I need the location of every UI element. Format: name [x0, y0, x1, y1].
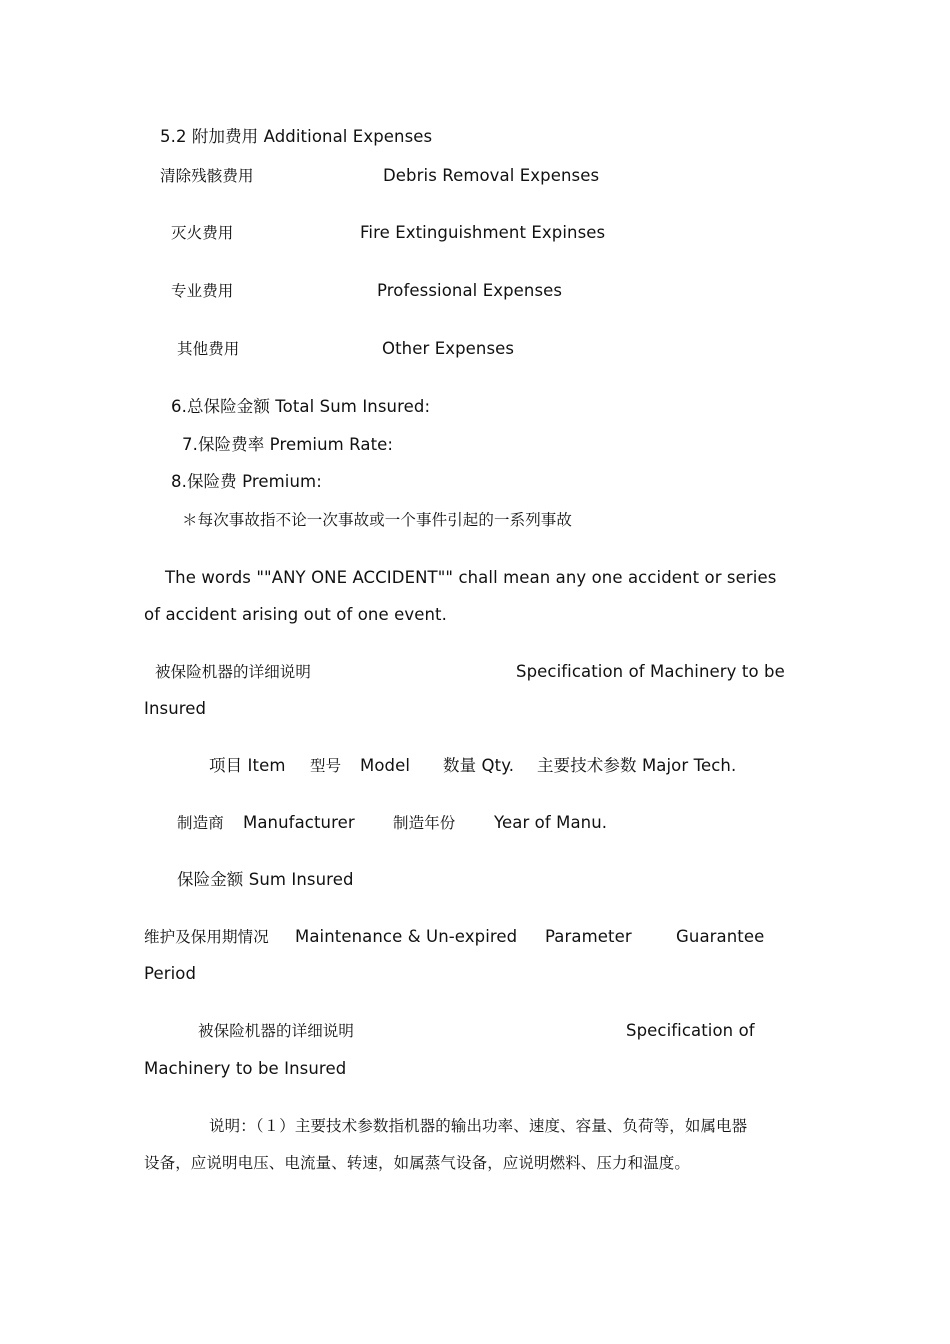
field-model-en: Model	[360, 756, 411, 775]
field-year-cn: 制造年份	[393, 814, 456, 832]
accident-note-cn: ＊每次事故指不论一次事故或一个事件引起的一系列事故	[182, 511, 573, 529]
explanation-line1: 说明：（１）主要技术参数指机器的输出功率、速度、容量、负荷等，如属电器	[209, 1117, 748, 1135]
spec-heading-cn: 被保险机器的详细说明	[155, 663, 312, 681]
maintenance-cn: 维护及保用期情况	[144, 928, 269, 946]
field-sum-insured: 保险金额 Sum Insured	[177, 870, 354, 889]
spec-heading-en-line2: Insured	[144, 699, 207, 718]
other-expenses-en: Other Expenses	[382, 339, 515, 358]
debris-removal-cn: 清除残骸费用	[160, 167, 254, 185]
spec2-heading-en-line1: Specification of	[626, 1021, 755, 1040]
spec2-heading-en-line2: Machinery to be Insured	[144, 1059, 347, 1078]
maintenance-en-line2: Period	[144, 964, 197, 983]
section-5-2-heading: 5.2 附加费用 Additional Expenses	[160, 127, 433, 146]
explanation-line2: 设备，应说明电压、电流量、转速，如属蒸气设备，应说明燃料、压力和温度。	[144, 1154, 691, 1172]
fire-extinguishment-en: Fire Extinguishment Expinses	[360, 223, 606, 242]
accident-note-en-line2: of accident arising out of one event.	[144, 605, 447, 624]
premium: 8.保险费 Premium:	[171, 472, 322, 491]
spec2-heading-cn: 被保险机器的详细说明	[198, 1022, 355, 1040]
maintenance-en-part1: Maintenance & Un-expired	[295, 927, 518, 946]
total-sum-insured: 6.总保险金额 Total Sum Insured:	[171, 397, 431, 416]
professional-expenses-en: Professional Expenses	[377, 281, 563, 300]
accident-note-en-line1: The words ""ANY ONE ACCIDENT"" chall mean any one accident or series	[165, 568, 777, 587]
professional-expenses-cn: 专业费用	[171, 282, 234, 300]
field-qty: 数量 Qty.	[443, 756, 515, 775]
premium-rate: 7.保险费率 Premium Rate:	[182, 435, 394, 454]
debris-removal-en: Debris Removal Expenses	[383, 166, 600, 185]
maintenance-en-part2: Parameter	[545, 927, 632, 946]
field-major-tech: 主要技术参数 Major Tech.	[537, 756, 737, 775]
other-expenses-cn: 其他费用	[177, 340, 240, 358]
field-year-en: Year of Manu.	[494, 813, 608, 832]
field-manufacturer-cn: 制造商	[177, 814, 224, 832]
spec-heading-en-line1: Specification of Machinery to be	[516, 662, 785, 681]
fire-extinguishment-cn: 灭火费用	[171, 224, 234, 242]
field-item: 项目 Item	[209, 756, 286, 775]
field-model-cn: 型号	[310, 757, 342, 775]
maintenance-en-part3: Guarantee	[676, 927, 765, 946]
field-manufacturer-en: Manufacturer	[243, 813, 355, 832]
